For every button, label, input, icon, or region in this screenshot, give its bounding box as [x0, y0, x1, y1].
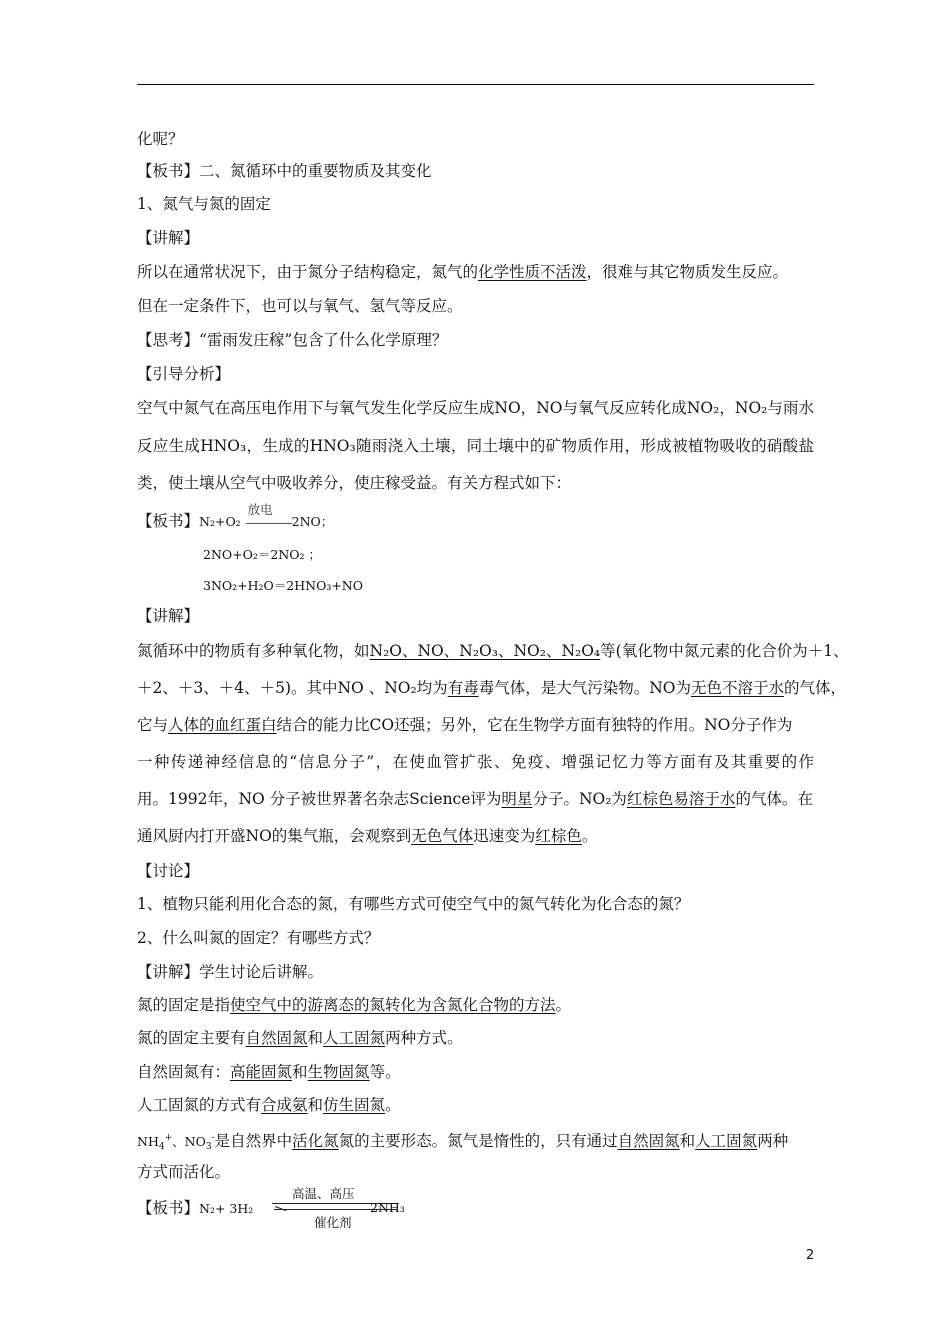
text-line: 空气中氮气在高压电作用下与氧气发生化学反应生成NO，NO与氧气反应转化成NO₂，NO₂与雨水 — [137, 399, 814, 417]
text-line: 氮的固定主要有自然固氮和人工固氮两种方式。 — [137, 1029, 463, 1047]
underlined-term: 自然固氮 — [617, 1132, 680, 1150]
discuss-question: 2、什么叫氮的固定？有哪些方式？ — [137, 929, 380, 947]
underlined-term: 高能固氮 — [230, 1063, 293, 1081]
underlined-term: 红棕色易溶于水 — [626, 790, 736, 808]
underlined-term: 使空气中的游离态的氮转化为含氮化合物的方法 — [230, 996, 556, 1014]
think-question: 【思考】“雷雨发庄稼”包含了什么化学原理？ — [137, 331, 448, 349]
board-heading: 【板书】二、氮循环中的重要物质及其变化 — [137, 162, 432, 180]
text-line: $NH_4^+$、$NO_3^-$是自然界中活化氮氮的主要形态。氮气是惰性的，只有通过自然固氮和人工固氮两种 — [137, 1132, 789, 1152]
underlined-term: 生物固氮 — [307, 1063, 370, 1081]
equation-4-product: 2NH₃ — [370, 1200, 405, 1215]
reversible-arrow: 高温、高压 催化剂 — [272, 1188, 398, 1230]
text-line: 一种传递神经信息的“信息分子”，在使血管扩张、免疫、增强记忆力等方面有及其重要的作 — [137, 753, 814, 771]
label-explain: 【讲解】学生讨论后讲解。 — [137, 963, 324, 981]
underlined-term: 明星 — [501, 790, 533, 808]
underlined-term: 自然固氮 — [245, 1029, 308, 1047]
equation-4: 【板书】N₂+ 3H₂ — [137, 1199, 254, 1217]
text-line: 用。1992年，NO 分子被世界著名杂志Science评为明星分子。NO₂为红棕色易溶于水的气体。在 — [137, 790, 813, 808]
equation-3: 3NO₂+H₂O＝2HNO₃+NO — [203, 578, 363, 593]
underlined-term: 仿生固氮 — [323, 1096, 386, 1114]
label-guide: 【引导分析】 — [137, 365, 231, 383]
label-explain: 【讲解】 — [137, 229, 200, 247]
text-line: 通风厨内打开盛NO的集气瓶，会观察到无色气体迅速变为红棕色。 — [137, 827, 598, 845]
underlined-term: N₂O、NO、N₂O₃、NO₂、N₂O₄ — [369, 642, 601, 660]
page-number: 2 — [806, 1248, 815, 1263]
text-line: 氮循环中的物质有多种氧化物，如N₂O、NO、N₂O₃、NO₂、N₂O₄等(氧化物中氮元素的化合价为＋1、 — [137, 642, 849, 660]
underlined-term: 人工固氮 — [323, 1029, 386, 1047]
text-line: 方式而活化。 — [137, 1163, 231, 1181]
section-heading: 1、氮气与氮的固定 — [137, 195, 271, 213]
underlined-term: 化学性质不活泼 — [478, 263, 587, 281]
underlined-term: 无色不溶于水 — [690, 679, 784, 697]
text-line: 化呢？ — [137, 130, 184, 148]
underlined-term: 有毒 — [447, 679, 479, 697]
label-explain: 【讲解】 — [137, 607, 200, 625]
equation-2: 2NO+O₂＝2NO₂ ； — [203, 547, 321, 562]
text-line: 人工固氮的方式有合成氨和仿生固氮。 — [137, 1096, 401, 1114]
text-line: 类，使土壤从空气中吸收养分，使庄稼受益。有关方程式如下： — [137, 474, 572, 492]
text-line: 自然固氮有：高能固氮和生物固氮等。 — [137, 1063, 401, 1081]
text-line: 它与人体的血红蛋白结合的能力比CO还强；另外，它在生物学方面有独特的作用。NO分子作为 — [137, 716, 793, 734]
label-discuss: 【讨论】 — [137, 862, 200, 880]
underlined-term: 合成氨 — [261, 1096, 308, 1114]
underlined-term: 人体的血红蛋白 — [168, 716, 277, 734]
text-line: 氮的固定是指使空气中的游离态的氮转化为含氮化合物的方法。 — [137, 996, 572, 1014]
text-line: 反应生成HNO₃，生成的HNO₃随雨浇入土壤，同土壤中的矿物质作用，形成被植物吸收的硝酸盐 — [137, 437, 814, 455]
underlined-term: 活化氮 — [292, 1132, 339, 1150]
text-line: 但在一定条件下，也可以与氧气、氢气等反应。 — [137, 297, 463, 315]
reaction-arrow: 放电 — [246, 512, 292, 532]
header-rule — [137, 84, 814, 85]
equation-1: 【板书】N₂+O₂ 放电 2NO； — [137, 502, 334, 530]
text-line: ＋2、＋3、＋4、＋5)。其中NO 、NO₂均为有毒毒气体，是大气污染物。NO为无色不溶于水的气体， — [137, 679, 847, 697]
discuss-question: 1、植物只能利用化合态的氮，有哪些方式可使空气中的氮气转化为化合态的氮？ — [137, 895, 690, 913]
underlined-term: 红棕色 — [535, 827, 582, 845]
underlined-term: 无色气体 — [411, 827, 474, 845]
text-line: 所以在通常状况下，由于氮分子结构稳定，氮气的化学性质不活泼，很难与其它物质发生反应。 — [137, 263, 789, 281]
underlined-term: 人工固氮 — [695, 1132, 758, 1150]
